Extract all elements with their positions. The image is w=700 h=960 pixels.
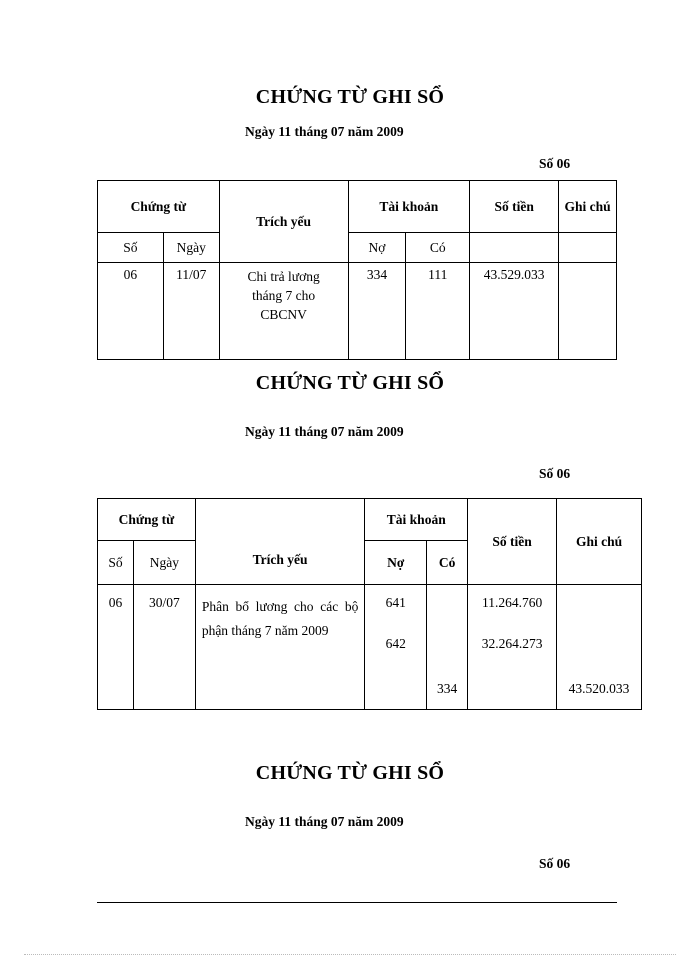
doc2-title: CHỨNG TỪ GHI SỔ — [255, 372, 445, 394]
doc3-table-top-border — [97, 902, 617, 903]
doc2-cell-trich-yeu: Phân bổ lương cho các bộ phận tháng 7 năm 2009 — [195, 585, 365, 710]
doc1-header-tai-khoan: Tài khoản — [348, 181, 470, 233]
doc2-date: Ngày 11 tháng 07 năm 2009 — [245, 424, 404, 439]
doc2-header-no: Nợ — [365, 541, 427, 585]
doc2-header-ngay: Ngày — [133, 541, 195, 585]
doc1-cell-ghi-chu — [559, 263, 617, 360]
doc1-header-ghi-chu: Ghi chú — [559, 181, 617, 233]
doc1-cell-trich-yeu: Chi trả lương tháng 7 cho CBCNV — [219, 263, 348, 360]
doc2-cell-so-tien-1: 11.264.760 — [481, 595, 543, 610]
doc2-cell-so-tien-2: 32.264.273 — [481, 636, 543, 651]
doc1-date: Ngày 11 tháng 07 năm 2009 — [245, 124, 404, 139]
doc2-cell-co: 334 — [427, 585, 468, 710]
doc1-cell-so-tien: 43.529.033 — [470, 263, 559, 360]
doc2-cell-no-2: 642 — [385, 636, 406, 651]
doc2-cell-so-tien — [468, 585, 557, 710]
doc1-header-so-tien: Số tiền — [470, 181, 559, 233]
doc1-cell-ngay: 11/07 — [163, 263, 219, 360]
page-break-line — [24, 954, 676, 955]
doc3-title: CHỨNG TỪ GHI SỔ — [255, 762, 445, 784]
doc2-header-tai-khoan: Tài khoản — [365, 499, 468, 541]
doc1-header-trich-yeu: Trích yếu — [219, 181, 348, 263]
doc1-header-empty-1 — [470, 233, 559, 263]
doc1-header-empty-2 — [559, 233, 617, 263]
doc2-number: Số 06 — [539, 466, 571, 481]
doc2-header-so-tien: Số tiền — [468, 499, 557, 585]
doc3-number: Số 06 — [539, 856, 571, 871]
doc1-header-chung-tu: Chứng từ — [98, 181, 220, 233]
doc3-date: Ngày 11 tháng 07 năm 2009 — [245, 814, 404, 829]
doc1-number: Số 06 — [539, 156, 571, 171]
doc2-cell-ghi-chu: 43.520.033 — [557, 585, 642, 710]
doc2-cell-no — [365, 585, 427, 710]
doc2-cell-so: 06 — [98, 585, 134, 710]
doc2-header-co: Có — [427, 541, 468, 585]
doc2-header-trich-yeu: Trích yếu — [195, 499, 365, 585]
doc1-header-so: Số — [98, 233, 164, 263]
doc2-cell-no-1: 641 — [385, 595, 406, 610]
doc1-cell-no: 334 — [348, 263, 406, 360]
doc1-title: CHỨNG TỪ GHI SỔ — [255, 86, 445, 108]
doc2-cell-ngay: 30/07 — [133, 585, 195, 710]
doc1-header-ngay: Ngày — [163, 233, 219, 263]
doc1-cell-co: 111 — [406, 263, 470, 360]
doc2-header-so: Số — [98, 541, 134, 585]
doc1-cell-so: 06 — [98, 263, 164, 360]
doc1-header-co: Có — [406, 233, 470, 263]
doc1-table — [97, 180, 617, 360]
doc2-header-ghi-chu: Ghi chú — [557, 499, 642, 585]
doc1-header-no: Nợ — [348, 233, 406, 263]
doc2-header-chung-tu: Chứng từ — [98, 499, 196, 541]
doc2-table — [97, 498, 642, 710]
